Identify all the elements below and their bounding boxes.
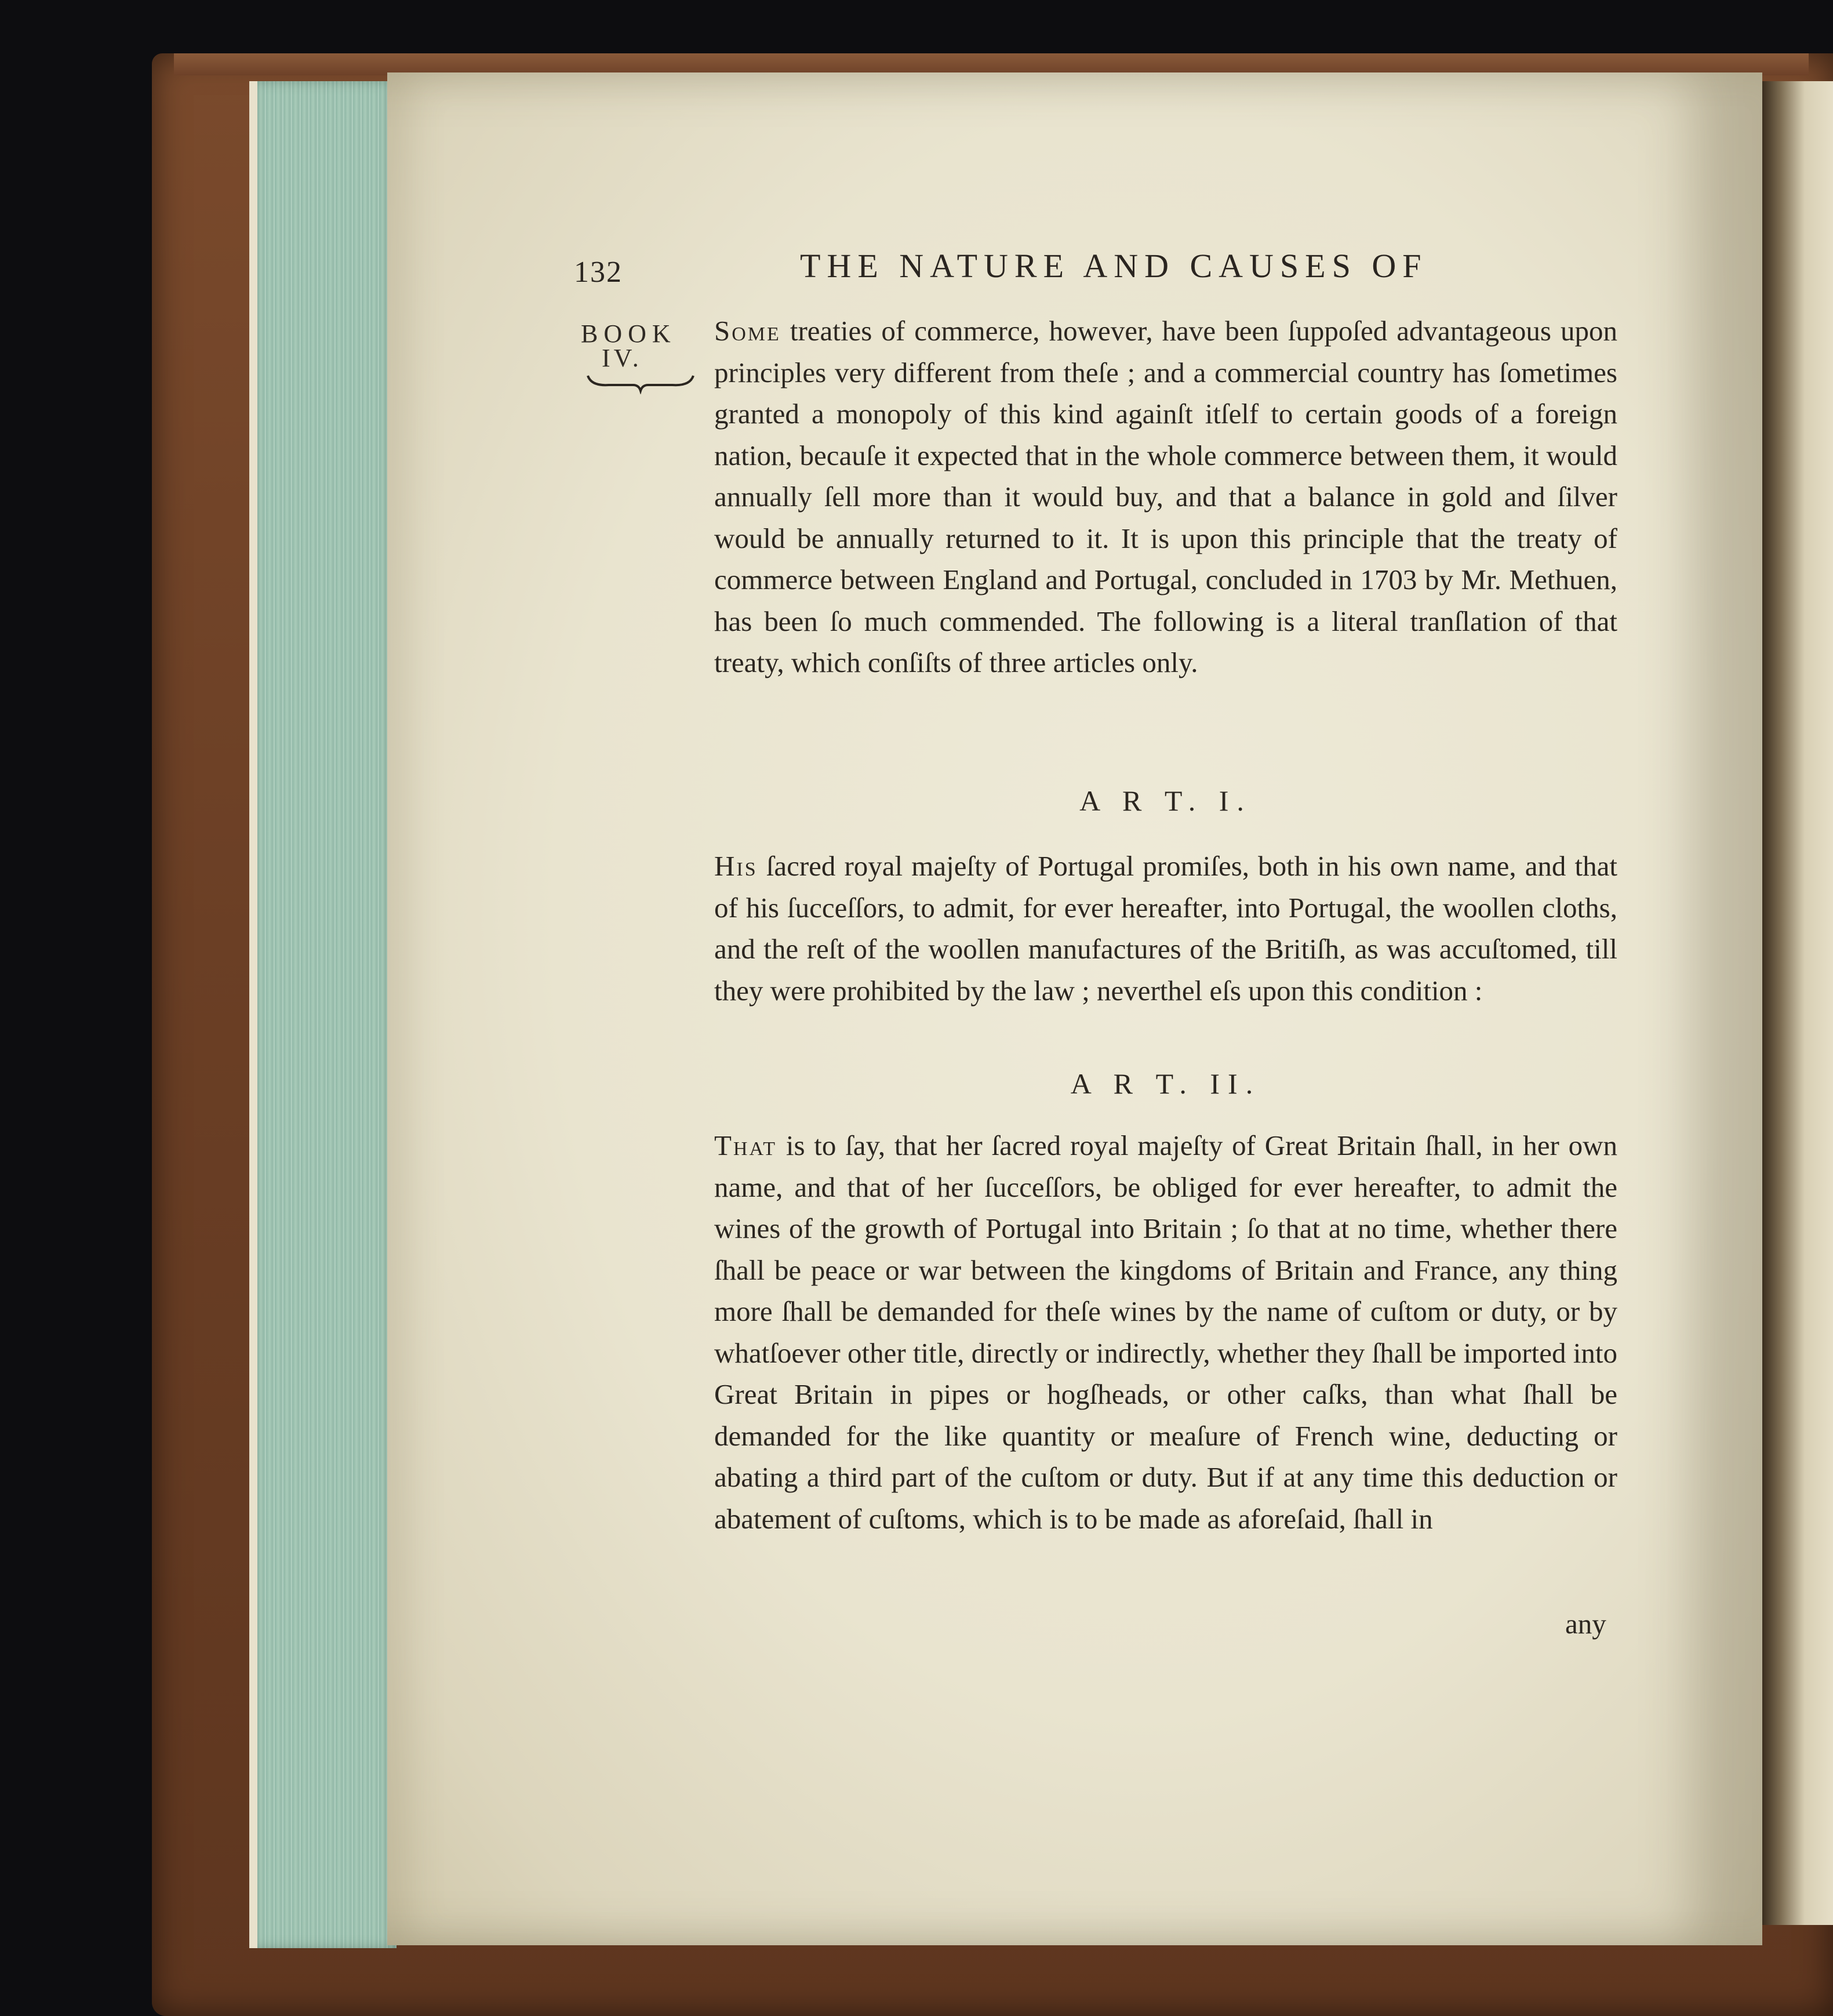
paragraph-intro (714, 310, 1617, 684)
para3-text: is to ſay, that her ſacred royal majeſty of Great Britain ſhall, in her own name, and that of her ſucceſſors, be obliged for ever hereafter, to admit the wines of the growth of Portugal into Britain ; ſo that at no time, whether there ſhall be peace or war between the kingdoms of Britain and France, any thing more ſhall be demanded for theſe wines by the name of cuſtom or duty, or by whatſoever other title, directly or indirectly, whether they ſhall be imported into Great Britain in pipes or hogſheads, or other caſks, than what ſhall be demanded for the like quantity or meaſure of French wine, deducting or abating a third part of the cuſtom or duty. But if at any time this deduction or abatement of cuſtoms, which is to be made as aforeſaid, ſhall in (714, 1129, 1617, 1535)
page-number: 132 (574, 256, 623, 289)
catchword: any (1565, 1608, 1606, 1640)
page-edges (249, 81, 397, 1948)
para2-text: ſacred royal majeſty of Portugal promiſes, both in his own name, and that of his ſucceſſors, to admit, for ever hereafter, into Portugal, the woollen cloths, and the reſt of the woollen manufactures of the Britiſh, as was accuſtomed, till they were prohibited by the law ; neverthel eſs upon this condition : (714, 850, 1617, 1007)
side-note-volume: IV. (602, 344, 642, 372)
article-2-heading: A R T. II. (1070, 1067, 1261, 1100)
para1-text: treaties of commerce, however, have been ſuppoſed advantageous upon principles very different from theſe ; and a commercial country has ſometimes granted a monopoly of this kind againſt itſelf to certain goods of a foreign nation, becauſe it expected that in the whole commerce between them, it would annually ſell more than it would buy, and that a balance in gold and ſilver would be annually returned to it. It is upon this principle that the treaty of commerce between England and Portugal, concluded in 1703 by Mr. Methuen, has been ſo much commended. The following is a literal tranſlation of that treaty, which conſiſts of three articles only. (714, 315, 1617, 678)
running-title: THE NATURE AND CAUSES OF (800, 247, 1428, 285)
paragraph-article-2 (714, 1125, 1617, 1539)
article-1-heading: A R T. I. (1079, 784, 1252, 817)
facing-page-edge (1762, 81, 1833, 1925)
paragraph-article-1 (714, 845, 1617, 1011)
para1-lead: Some (714, 315, 781, 347)
para3-lead: That (714, 1129, 777, 1161)
side-note-book: BOOK (581, 319, 677, 348)
brace-ornament (585, 371, 696, 394)
para2-lead: His (714, 850, 758, 882)
